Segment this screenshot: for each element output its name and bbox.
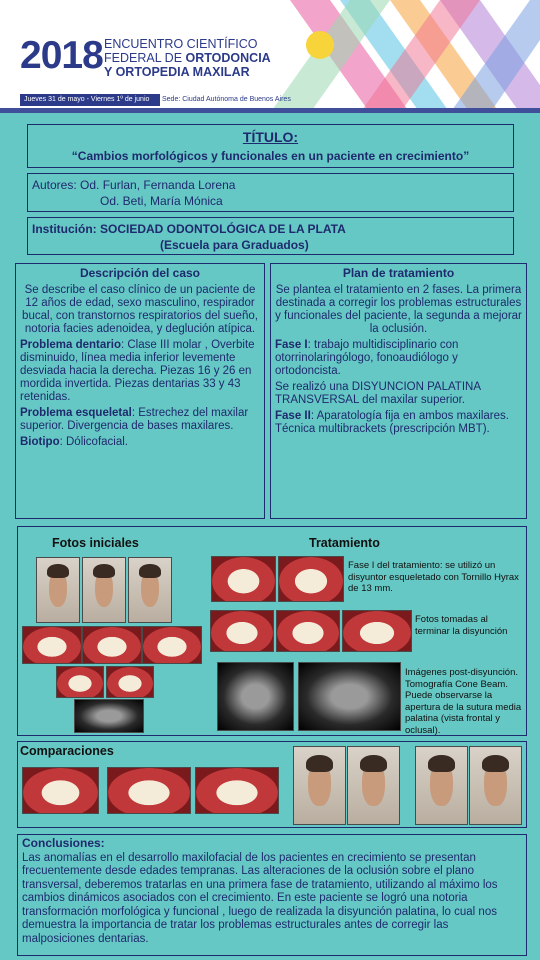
title-label: TÍTULO: <box>242 129 299 145</box>
author-1: Autores: Od. Furlan, Fernanda Lorena <box>32 178 236 192</box>
dental-problem: Problema dentario: Clase III molar , Overbite disminuido, línea media inferior levemente desviada hacia la derecha. Piezas 16 y 26 en mordida invertida. Piezas dentarias 33 y 43 retenidas. <box>20 339 255 403</box>
event-name-line2: FEDERAL DE ORTODONCIA <box>104 51 271 65</box>
initial-occlusal-lower <box>106 666 154 698</box>
decorative-stripes <box>270 0 540 113</box>
comparison-face-after-smile <box>469 746 522 825</box>
event-year: 2018 <box>20 34 103 77</box>
post-disjunction-photo-1 <box>210 610 274 652</box>
initial-photo-profile <box>82 557 126 623</box>
treatment-plan-panel <box>270 263 527 519</box>
disjunction-note: Se realizó una DISYUNCION PALATINA TRANSVERSAL del maxilar superior. <box>275 381 481 406</box>
hyrax-photo-1 <box>211 556 276 602</box>
event-venue: Sede: Ciudad Autónoma de Buenos Aires <box>162 96 291 103</box>
poster-title: “Cambios morfológicos y funcionales en un paciente en crecimiento” <box>71 149 470 163</box>
case-description-panel <box>15 263 265 519</box>
caption-hyrax: Fase I del tratamiento: se utilizó un disyuntor esqueletado con Tornillo Hyrax de 13 mm. <box>348 560 519 594</box>
authors-panel <box>27 173 514 212</box>
comparison-teeth-2 <box>107 767 191 814</box>
institution-school: (Escuela para Graduados) <box>160 238 309 252</box>
header-divider <box>0 108 540 113</box>
initial-photo-smile <box>128 557 172 623</box>
comparisons-label: Comparaciones <box>20 744 114 758</box>
caption-post-disjunction: Fotos tomadas al terminar la disyunción <box>415 614 508 637</box>
initial-photos-label: Fotos iniciales <box>52 536 139 550</box>
plan-heading: Plan de tratamiento <box>342 266 455 280</box>
comparison-face-before-front <box>293 746 346 825</box>
header-banner <box>0 0 540 113</box>
initial-panoramic-xray <box>74 699 144 733</box>
comparison-face-before-smile <box>415 746 468 825</box>
initial-intraoral-left <box>142 626 202 664</box>
hyrax-photo-2 <box>278 556 344 602</box>
comparison-face-after-front <box>347 746 400 825</box>
initial-intraoral-right <box>22 626 82 664</box>
phase-2: Fase II: Aparatología fija en ambos maxilares. Técnica multibrackets (prescripción MBT). <box>275 410 509 435</box>
conclusions-text: Las anomalías en el desarrollo maxilofacial de los pacientes en crecimiento se presentan frecuentemente desde edades tempranas. Las alteraciones de la oclusión sobre el plano transversal, deberemos tratarlas en una primera fase de tratamiento, utilizando al máximo los cambios dinámicos asociados con el crecimiento. En este paciente se logró una notoria transformación morfológica y funcional , luego de realizada la disyunción palatina, lo cual nos demuestra la importancia de tratar los problemas estructurales antes de corregir las malposiciones dentarias. <box>22 851 498 945</box>
treatment-label: Tratamiento <box>309 536 380 550</box>
comparison-teeth-1 <box>22 767 99 814</box>
post-disjunction-photo-2 <box>276 610 340 652</box>
initial-photo-front <box>36 557 80 623</box>
plan-intro: Se plantea el tratamiento en 2 fases. La primera destinada a corregir los problemas estructurales y funcionales del paciente, la segunda a mejorar la oclusión. <box>275 284 522 335</box>
event-dates: Jueves 31 de mayo - Viernes 1º de junio <box>20 94 160 106</box>
biotype: Biotipo: Dólicofacial. <box>20 436 128 448</box>
institution-name: Institución: SOCIEDAD ODONTOLÓGICA DE LA PLATA <box>32 222 346 236</box>
event-name-line3: Y ORTOPEDIA MAXILAR <box>104 65 250 79</box>
comparisons-panel <box>17 741 527 828</box>
comparison-teeth-3 <box>195 767 279 814</box>
title-panel <box>27 124 514 168</box>
photos-panel <box>17 526 527 736</box>
conclusions-panel <box>17 834 527 956</box>
caption-cbct: Imágenes post-disyunción. Tomografía Cone Beam. Puede observarse la apertura de la sutura media palatina (vista frontal y oclusal). <box>405 667 522 736</box>
phase-1: Fase I: trabajo multidisciplinario con otorrinolaringólogo, fonoaudiólogo y ortodoncista. <box>275 339 459 377</box>
post-disjunction-photo-3 <box>342 610 412 652</box>
case-intro: Se describe el caso clínico de un paciente de 12 años de edad, sexo masculino, respirador bucal, con transtornos respiratorios del sueño, notoria facies adenoidea, y deglución atípica. <box>22 284 258 335</box>
author-2: Od. Beti, María Mónica <box>100 194 223 208</box>
case-heading: Descripción del caso <box>79 266 201 280</box>
cbct-frontal <box>217 662 294 731</box>
initial-intraoral-front <box>82 626 142 664</box>
institution-panel <box>27 217 514 255</box>
initial-occlusal-upper <box>56 666 104 698</box>
conclusions-label: Conclusiones: <box>22 836 105 850</box>
skeletal-problem: Problema esqueletal: Estrechez del maxilar superior. Divergencia de bases maxilares. <box>20 407 249 432</box>
cbct-occlusal <box>298 662 401 731</box>
event-name-line1: ENCUENTRO CIENTÍFICO <box>104 37 258 51</box>
